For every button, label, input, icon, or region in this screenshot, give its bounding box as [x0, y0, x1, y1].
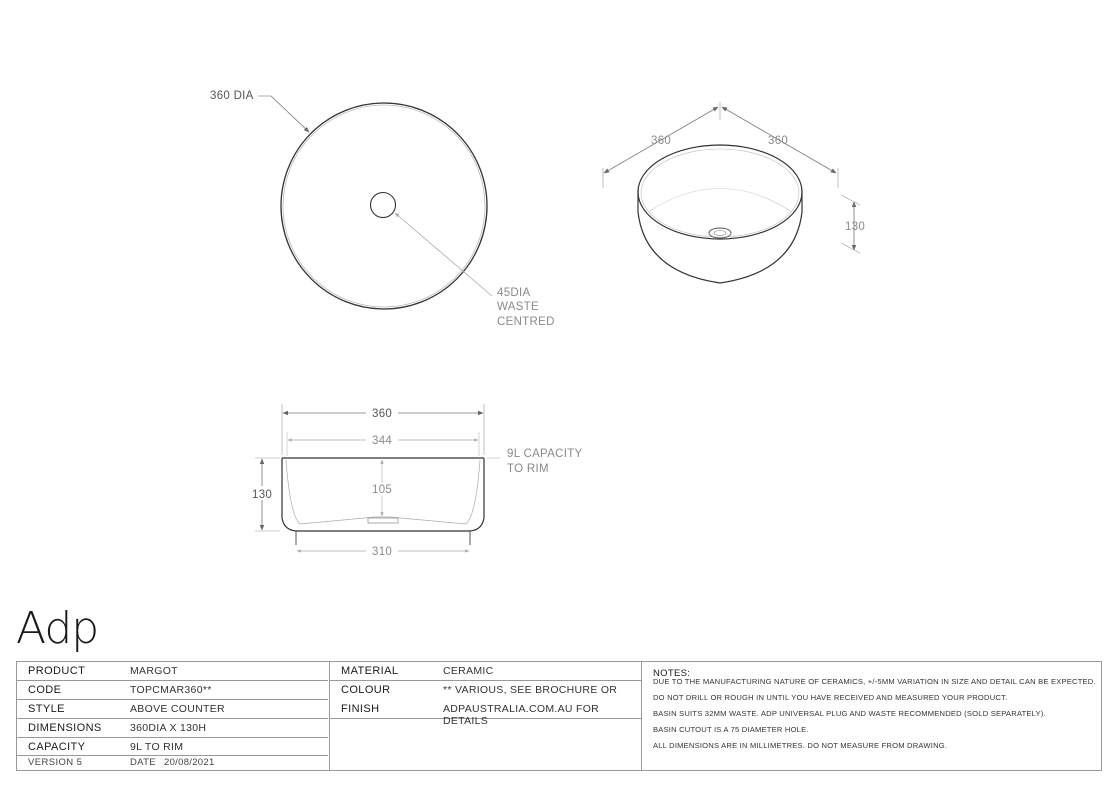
adp-logo: Adp: [16, 603, 99, 654]
colour-value: ** VARIOUS, SEE BROCHURE OR: [443, 684, 618, 696]
plan-dia-label: 360 DIA: [210, 90, 254, 102]
title-block: [16, 661, 1102, 771]
waste-label-line-3: CENTRED: [497, 316, 555, 328]
row-version: [17, 756, 328, 770]
section-height: 130: [252, 489, 273, 501]
date-label: DATE: [130, 757, 156, 768]
row-product: [17, 662, 328, 681]
note-4: BASIN CUTOUT IS A 75 DIAMETER HOLE.: [653, 725, 809, 734]
material-key: MATERIAL: [341, 665, 399, 677]
row-code: [17, 681, 328, 700]
finish-key: FINISH: [341, 703, 380, 715]
capacity-value: 9L TO RIM: [130, 741, 184, 753]
waste-label-line-2: WASTE: [497, 301, 539, 313]
title-block-material-column: [329, 662, 641, 770]
code-key: CODE: [28, 684, 62, 696]
capacity-line-2: TO RIM: [507, 463, 549, 475]
capacity-key: CAPACITY: [28, 741, 86, 753]
row-finish: [330, 700, 641, 727]
date-value: 20/08/2021: [164, 757, 215, 768]
section-inner-depth: 105: [372, 484, 393, 496]
material-value: CERAMIC: [443, 665, 494, 677]
basin-outer-rim: [281, 103, 487, 309]
waste-label: [497, 287, 555, 328]
note-1: DUE TO THE MANUFACTURING NATURE OF CERAMICS, +/-5MM VARIATION IN SIZE AND DETAIL CAN BE EXPECTED.: [653, 677, 1096, 686]
iso-waste: [709, 228, 731, 238]
iso-right-dim: 360: [768, 135, 789, 147]
section-inner-width: 344: [372, 435, 393, 447]
iso-basin-rim: [638, 145, 802, 239]
plan-view: [210, 90, 555, 328]
style-value: ABOVE COUNTER: [130, 703, 225, 715]
section-waste: [368, 518, 398, 523]
title-block-product-column: [17, 662, 328, 770]
basin-inner-rim: [283, 105, 485, 307]
iso-basin-body: [638, 190, 802, 283]
note-3: BASIN SUITS 32MM WASTE. ADP UNIVERSAL PLUG AND WASTE RECOMMENDED (SOLD SEPARATELY).: [653, 709, 1046, 718]
section-base-width: 310: [372, 546, 393, 558]
waste-label-line-1: 45DIA: [497, 287, 530, 299]
capacity-line-1: 9L CAPACITY: [507, 448, 583, 460]
row-colour: [330, 681, 641, 700]
version-text: VERSION 5: [28, 757, 83, 768]
finish-value: ADPAUSTRALIA.COM.AU FOR DETAILS: [443, 703, 600, 727]
title-block-notes-column: [641, 662, 1102, 770]
section-view: [249, 404, 586, 558]
dimensions-value: 360DIA X 130H: [130, 722, 207, 734]
waste-hole: [371, 193, 396, 218]
row-capacity: [17, 738, 328, 756]
capacity-label: [507, 448, 586, 475]
row-dimensions: [17, 719, 328, 738]
note-2: DO NOT DRILL OR ROUGH IN UNTIL YOU HAVE RECEIVED AND MEASURED YOUR PRODUCT.: [653, 693, 1008, 702]
notes-title: NOTES:: [653, 668, 691, 679]
dimensions-key: DIMENSIONS: [28, 722, 102, 734]
row-style: [17, 700, 328, 719]
note-5: ALL DIMENSIONS ARE IN MILLIMETRES. DO NOT MEASURE FROM DRAWING.: [653, 741, 948, 750]
code-value: TOPCMAR360**: [130, 684, 212, 696]
iso-view: [603, 102, 865, 283]
row-material: [330, 662, 641, 681]
section-overall-width: 360: [372, 408, 393, 420]
style-key: STYLE: [28, 703, 65, 715]
colour-key: COLOUR: [341, 684, 391, 696]
iso-height-dim: 130: [845, 221, 866, 233]
product-value: MARGOT: [130, 665, 178, 677]
product-key: PRODUCT: [28, 665, 86, 677]
iso-left-dim: 360: [651, 135, 672, 147]
